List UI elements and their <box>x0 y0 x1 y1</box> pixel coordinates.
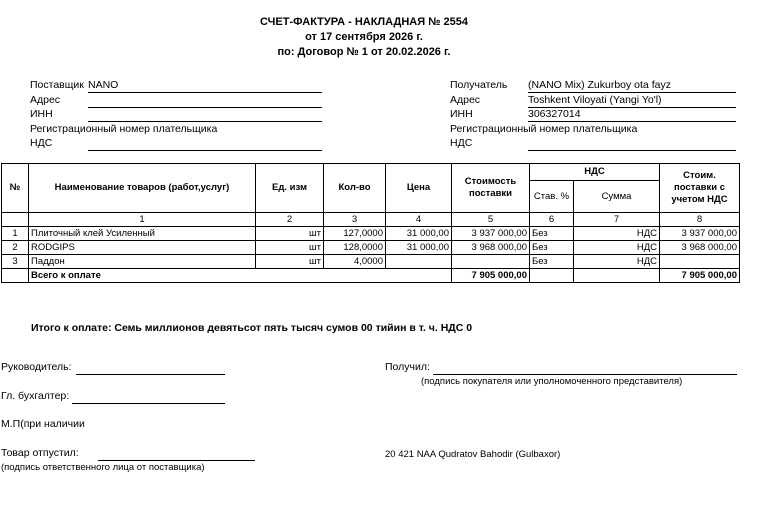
col-number: 6 <box>530 213 574 227</box>
item-price: 31 000,00 <box>386 227 452 241</box>
contract-line: по: Договор № 1 от 20.02.2026 г. <box>277 46 451 58</box>
item-qty: 128,0000 <box>324 241 386 255</box>
item-unit: шт <box>256 227 324 241</box>
released-note: (подпись ответственного лица от поставщика) <box>1 462 205 473</box>
row-number: 1 <box>2 227 29 241</box>
item-nds-sum: НДС <box>574 227 660 241</box>
table-row <box>2 255 740 269</box>
col-number: 2 <box>256 213 324 227</box>
supplier-label: Поставщик <box>30 79 84 91</box>
recipient-nds-label: НДС <box>450 137 473 149</box>
item-price <box>386 255 452 269</box>
col-header-price: Цена <box>386 164 452 213</box>
item-cost <box>452 255 530 269</box>
column-number-row <box>2 213 740 227</box>
item-rate: Без <box>530 255 574 269</box>
item-price: 31 000,00 <box>386 241 452 255</box>
col-header-cost: Стоимость поставки <box>452 164 530 213</box>
accountant-label: Гл. бухгалтер: <box>1 390 70 402</box>
item-name: Паддон <box>29 255 256 269</box>
recipient-inn-label: ИНН <box>450 108 473 120</box>
item-cost: 3 968 000,00 <box>452 241 530 255</box>
col-header-qty: Кол-во <box>324 164 386 213</box>
item-name: RODGIPS <box>29 241 256 255</box>
item-name: Плиточный клей Усиленный <box>29 227 256 241</box>
col-header-name: Наименование товаров (работ,услуг) <box>29 164 256 213</box>
row-number: 2 <box>2 241 29 255</box>
recipient-address-value: Toshkent Viloyati (Yangi Yo'l) <box>528 94 736 108</box>
item-rate: Без <box>530 227 574 241</box>
receiver-detail: 20 421 NAA Qudratov Bahodir (Gulbaxor) <box>385 449 561 460</box>
recipient-label: Получатель <box>450 79 508 91</box>
supplier-inn-label: ИНН <box>30 108 53 120</box>
col-header-nds: НДС <box>530 164 660 181</box>
col-number: 7 <box>574 213 660 227</box>
accountant-signature-line <box>72 391 225 404</box>
col-header-sum: Сумма <box>574 181 660 213</box>
item-total: 3 937 000,00 <box>660 227 740 241</box>
received-signature-line <box>433 362 737 375</box>
total-label: Всего к оплате <box>29 269 452 283</box>
table-row <box>2 227 740 241</box>
supplier-nds-value <box>88 137 322 151</box>
item-qty: 127,0000 <box>324 227 386 241</box>
col-number: 5 <box>452 213 530 227</box>
col-header-total: Стоим. поставки с учетом НДС <box>660 164 740 213</box>
item-rate: Без <box>530 241 574 255</box>
item-unit: шт <box>256 255 324 269</box>
item-qty: 4,0000 <box>324 255 386 269</box>
recipient-reg-label: Регистрационный номер плательщика <box>450 123 638 135</box>
table-row <box>2 241 740 255</box>
row-number: 3 <box>2 255 29 269</box>
col-header-unit: Ед. изм <box>256 164 324 213</box>
recipient-address-label: Адрес <box>450 94 481 106</box>
recipient-nds-value <box>528 137 736 151</box>
document-date: от 17 сентября 2026 г. <box>305 31 423 43</box>
supplier-inn-value <box>88 108 322 122</box>
items-table <box>1 163 740 283</box>
stamp-label: М.П(при наличии <box>1 418 85 430</box>
item-total <box>660 255 740 269</box>
released-label: Товар отпустил: <box>1 447 79 459</box>
item-unit: шт <box>256 241 324 255</box>
document-title: СЧЕТ-ФАКТУРА - НАКЛАДНАЯ № 2554 <box>260 16 468 28</box>
released-signature-line <box>98 448 255 461</box>
col-header-rate: Став. % <box>530 181 574 213</box>
supplier-reg-label: Регистрационный номер плательщика <box>30 123 218 135</box>
director-signature-line <box>76 362 225 375</box>
col-number: 8 <box>660 213 740 227</box>
amount-in-words: Итого к оплате: Семь миллионов девятьсот пять тысяч сумов 00 тийин в т. ч. НДС 0 <box>31 322 473 334</box>
recipient-inn-value: 306327014 <box>528 108 736 122</box>
item-nds-sum: НДС <box>574 255 660 269</box>
received-note: (подпись покупателя или уполномоченного представителя) <box>421 376 683 387</box>
col-header-num: № <box>2 164 29 213</box>
supplier-address-label: Адрес <box>30 94 61 106</box>
item-nds-sum: НДС <box>574 241 660 255</box>
supplier-address-value <box>88 94 322 108</box>
item-cost: 3 937 000,00 <box>452 227 530 241</box>
supplier-nds-label: НДС <box>30 137 53 149</box>
total-with-nds: 7 905 000,00 <box>660 269 740 283</box>
item-total: 3 968 000,00 <box>660 241 740 255</box>
director-label: Руководитель: <box>1 361 72 373</box>
col-number: 1 <box>29 213 256 227</box>
total-row <box>2 269 740 283</box>
total-cost: 7 905 000,00 <box>452 269 530 283</box>
recipient-value: (NANO Mix) Zukurboy ota fayz <box>528 79 736 93</box>
col-number: 3 <box>324 213 386 227</box>
supplier-value: NANO <box>88 79 322 93</box>
received-label: Получил: <box>385 361 430 373</box>
table-header-row <box>2 164 740 181</box>
col-number: 4 <box>386 213 452 227</box>
